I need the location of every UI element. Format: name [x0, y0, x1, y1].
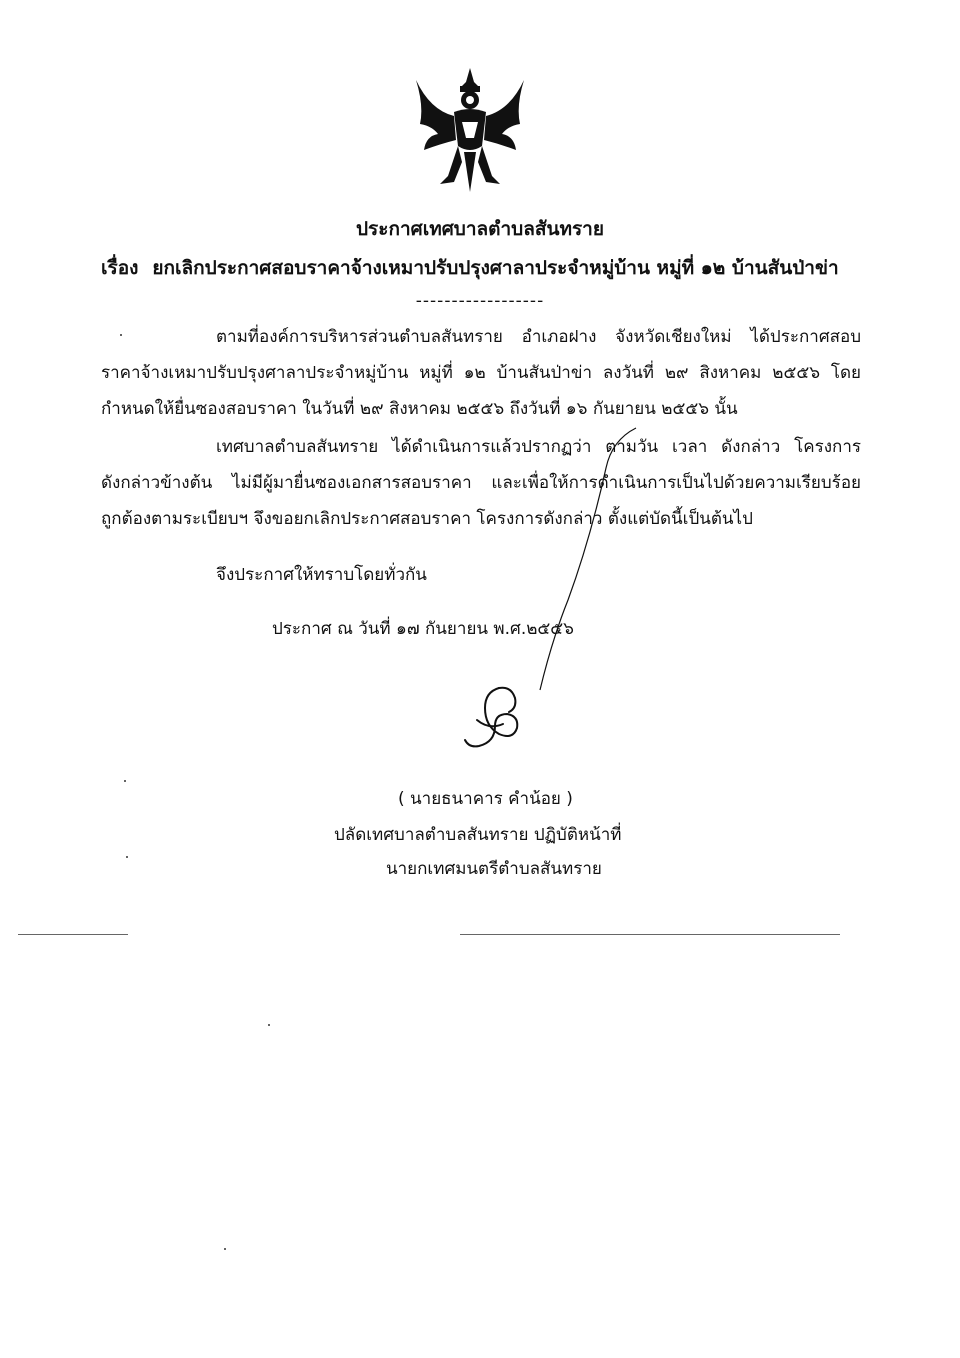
- handwritten-signature-icon: [455, 684, 545, 754]
- paragraph1-line3: กำหนดให้ยื่นซองสอบราคา ในวันที่ ๒๙ สิงหาคม ๒๕๕๖ ถึงวันที่ ๑๖ กันยายน ๒๕๕๖ นั้น: [101, 399, 738, 419]
- signatory-position2: นายกเทศมนตรีตำบลสันทราย: [386, 859, 602, 879]
- announce-line: จึงประกาศให้ทราบโดยทั่วกัน: [216, 565, 427, 585]
- date-line: ประกาศ ณ วันที่ ๑๗ กันยายน พ.ศ.๒๕๕๖: [272, 619, 574, 639]
- divider: ------------------: [415, 291, 545, 311]
- signatory-name: ( นายธนาคาร คำน้อย ): [398, 789, 573, 809]
- scan-line-left: [18, 934, 128, 935]
- subject-line: [101, 257, 839, 279]
- garuda-emblem-icon: [410, 66, 530, 196]
- scan-speck: [124, 780, 126, 782]
- scan-speck: [224, 1248, 226, 1250]
- paragraph1-line2: ราคาจ้างเหมาปรับปรุงศาลาประจำหมู่บ้าน หมู่ที่ ๑๒ บ้านสันป่าข่า ลงวันที่ ๒๙ สิงหาคม ๒๕๕๖ โดย: [101, 363, 861, 383]
- scan-speck: [120, 334, 122, 336]
- scan-speck: [126, 856, 128, 858]
- scan-speck: [268, 1024, 270, 1026]
- signatory-position1: ปลัดเทศบาลตำบลสันทราย ปฏิบัติหน้าที่: [334, 825, 622, 845]
- scan-line-right: [460, 934, 840, 935]
- subject-label: เรื่อง: [101, 257, 139, 279]
- page-title: ประกาศเทศบาลตำบลสันทราย: [356, 218, 604, 240]
- paragraph2-line2: ดังกล่าวข้างต้น ไม่มีผู้มายื่นซองเอกสารสอบราคา และเพื่อให้การดำเนินการเป็นไปด้วยความเรียบร้อย: [101, 473, 861, 493]
- subject-text: ยกเลิกประกาศสอบราคาจ้างเหมาปรับปรุงศาลาประจำหมู่บ้าน หมู่ที่ ๑๒ บ้านสันป่าข่า: [152, 257, 839, 279]
- paragraph2-line1: เทศบาลตำบลสันทราย ได้ดำเนินการแล้วปรากฏว่า ตามวัน เวลา ดังกล่าว โครงการ: [216, 437, 861, 457]
- paragraph1-line1: ตามที่องค์การบริหารส่วนตำบลสันทราย อำเภอฝาง จังหวัดเชียงใหม่ ได้ประกาศสอบ: [216, 327, 861, 347]
- paragraph2-line3: ถูกต้องตามระเบียบฯ จึงขอยกเลิกประกาศสอบราคา โครงการดังกล่าว ตั้งแต่บัดนี้เป็นต้นไป: [101, 509, 753, 529]
